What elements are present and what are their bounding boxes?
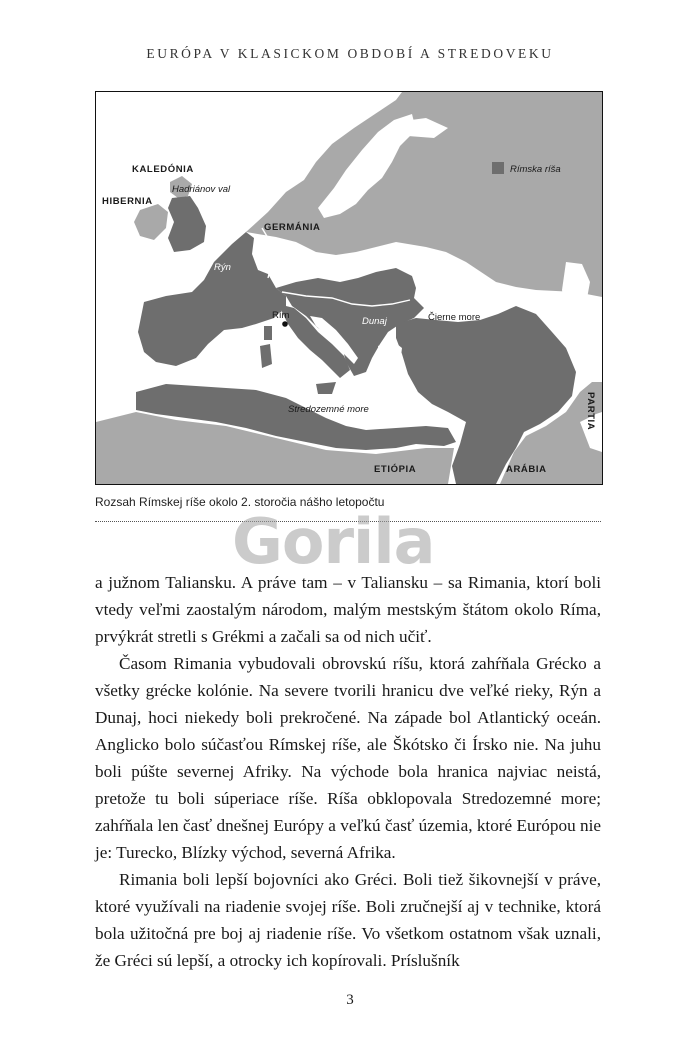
paragraph: Rimania boli lepší bojovníci ako Gréci. Boli tiež šikovnejší v práve, ktoré využívali na riadenie svojej ríše. Boli zručnejší aj v technike, ktorá bola užitočná pre boj aj riadenie ríše. Vo všetkom ostatnom však uznali, že Gréci sú lepší, a otrocky ich kopírovali. Príslušník: [95, 870, 601, 970]
label-rim: Rím: [272, 310, 290, 321]
publisher-watermark: Gorila: [232, 505, 435, 578]
body-text: [95, 569, 601, 974]
label-hadrianov-val: Hadriánov val: [172, 184, 231, 195]
legend-label: Rímska ríša: [510, 164, 561, 175]
label-stredozemne-more: Stredozemné more: [288, 404, 369, 415]
label-cierne-more: Čierne more: [428, 312, 481, 323]
roman-empire-map: [95, 91, 603, 485]
legend-swatch: [492, 162, 504, 174]
map-svg: [96, 92, 602, 484]
label-germania: GERMÁNIA: [264, 222, 321, 233]
paragraph: Časom Rimania vybudovali obrovskú ríšu, ktorá zahŕňala Grécko a všetky grécke kolónie. Na severe tvorili hranicu dve veľké rieky, Rýn a Dunaj, hoci niekedy boli prekročené. Na západe bol Atlantický oceán. Anglicko bolo súčasťou Rímskej ríše, ale Škótsko či Írsko nie. Na juhu boli púšte severnej Afriky. Na východe bola hranica najviac neistá, pretože tu boli súperiace ríše. Ríša obklopovala Stredozemné more; zahŕňala len časť dnešnej Európy a veľkú časť územia, ktoré Európou nie je: Turecko, Blízky východ, severná Afrika.: [95, 654, 601, 862]
sardinia: [260, 344, 272, 368]
label-etiopia: ETIÓPIA: [374, 464, 417, 475]
label-partia: PARTIA: [585, 392, 596, 431]
paragraph: a južnom Taliansku. A práve tam – v Taliansku – sa Rimania, ktorí boli vtedy veľmi zaostalým národom, malým mestským štátom okolo Ríma, prvýkrát stretli s Grékmi a začali sa od nich učiť.: [95, 573, 601, 646]
rome-marker: [282, 321, 288, 327]
label-hibernia: HIBERNIA: [102, 196, 153, 207]
page-number: 3: [346, 992, 354, 1008]
running-head: EURÓPA V KLASICKOM OBDOBÍ A STREDOVEKU: [146, 46, 554, 61]
corsica: [264, 326, 272, 340]
map-caption: Rozsah Rímskej ríše okolo 2. storočia nášho letopočtu: [95, 495, 385, 509]
label-dunaj: Dunaj: [362, 316, 387, 327]
label-ryn: Rýn: [214, 262, 231, 273]
label-kaledonia: KALEDÓNIA: [132, 164, 194, 175]
label-arabia: ARÁBIA: [506, 464, 547, 475]
